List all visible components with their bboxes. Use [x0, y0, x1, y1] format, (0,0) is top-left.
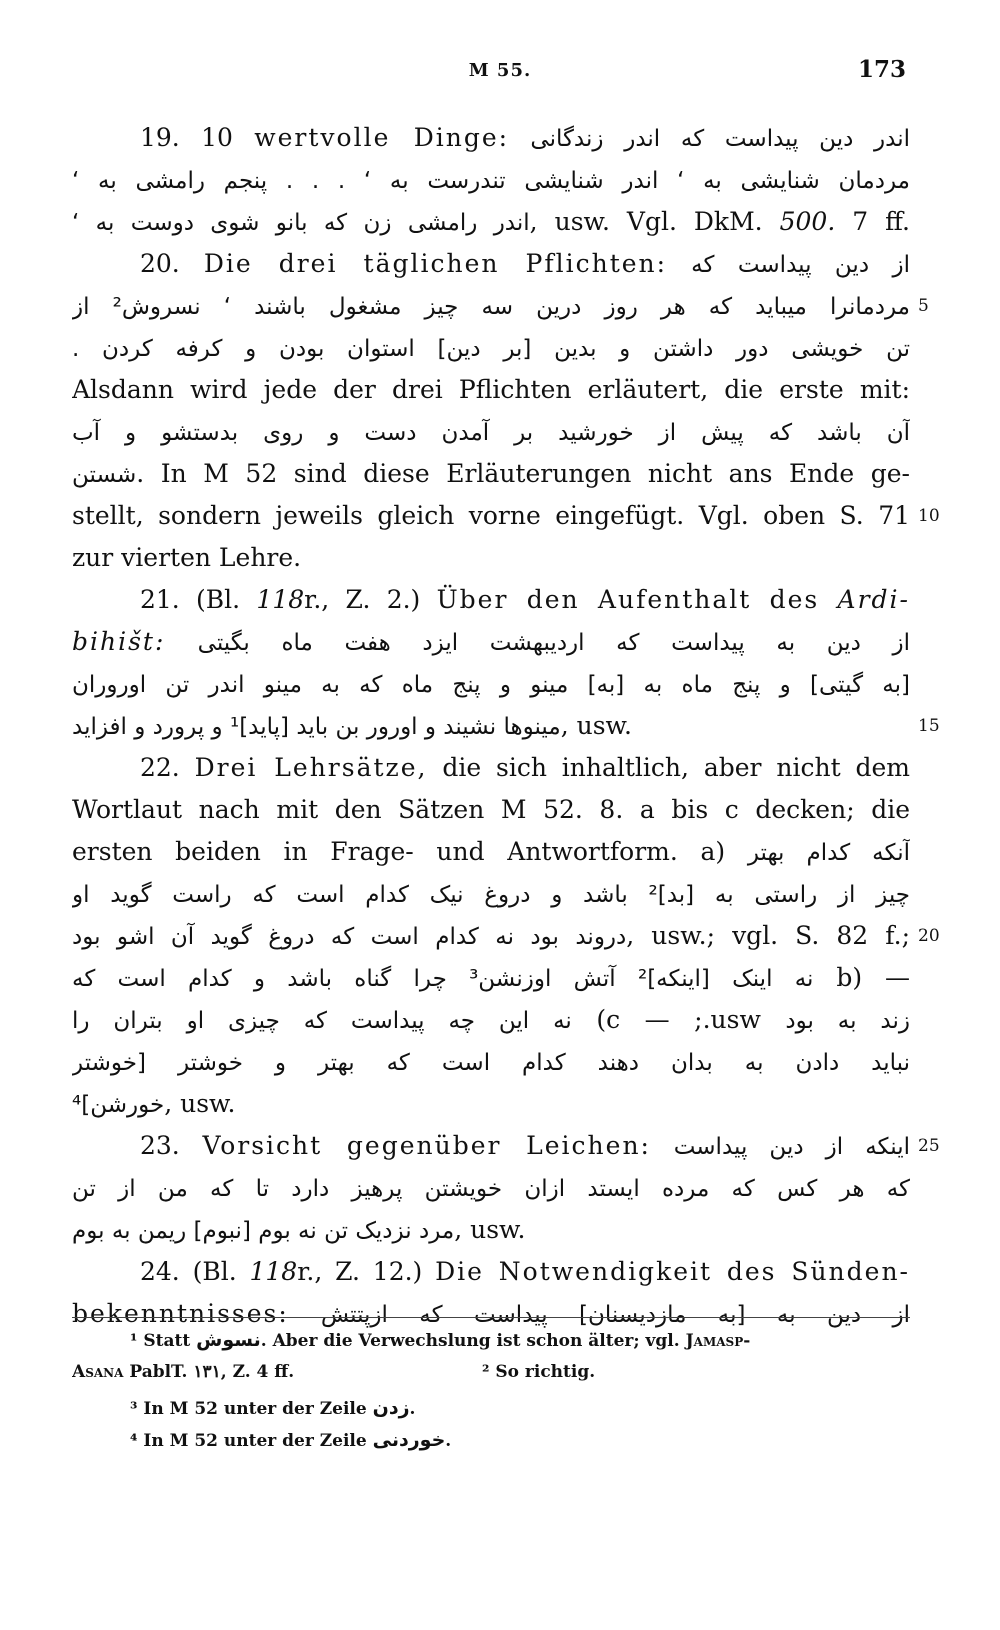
text-segment: 24. (Bl.: [140, 1257, 250, 1286]
text-line: [72, 412, 910, 452]
text-segment: [509, 123, 530, 152]
text-segment: 22.: [140, 753, 195, 782]
text-line: [140, 1252, 910, 1292]
persian-text: تن خویشی دور داشتن و بدین [بر دین] استوان بودن و کرفه کردن .: [72, 336, 910, 362]
text-segment: , usw.: [560, 711, 632, 740]
text-line: [72, 1168, 910, 1208]
text-segment: bekenntnisses:: [72, 1299, 289, 1328]
persian-text: آن باشد که پیش از خورشید بر آمدن دست و روی بدستشو و آب: [72, 420, 910, 446]
page-number: 173: [857, 56, 906, 83]
persian-text: که هر کس که مرده ایستد ازان خویشتن پرهیز دارد تا که من از تن: [72, 1176, 910, 1202]
text-segment: bihišt:: [72, 627, 166, 656]
text-line: [140, 244, 910, 284]
text-line: [72, 1210, 910, 1250]
persian-text: مردمانرا میباید که هر روز درین سه چیز مشغول باشند ‘ نسروش² از: [72, 294, 910, 320]
persian-text: زدن: [372, 1397, 410, 1419]
text-line: [72, 1042, 910, 1082]
text-segment: 7 ff.: [835, 207, 910, 236]
text-segment: 118: [256, 585, 305, 614]
text-line: [72, 328, 910, 368]
text-segment: Vorsicht gegenüber Leichen:: [202, 1131, 651, 1160]
text-segment: Ardi-: [837, 585, 910, 614]
persian-text: چیز از راستی به [بد]² باشد و دروغ نیک کدام است که راست گوید او: [72, 882, 910, 908]
text-segment: , usw.: [164, 1089, 236, 1118]
line-number: 15: [918, 716, 940, 736]
footnote: ² So richtig.: [482, 1362, 596, 1382]
persian-text: [به گیتی] و پنج ماه به [به] مینو و پنج ماه که به مینو اندر تن اوروران: [72, 672, 910, 698]
persian-text: مردمان شنایشی به ‘ اندر شنایشی تندرست به ‘ . . . پنجم رامشی به ‘: [72, 168, 910, 194]
text-segment: Die drei täglichen Pflichten:: [203, 249, 668, 278]
persian-text: از دین به پیداست که اردیبهشت ایزد هفت ماه بگیتی: [197, 630, 910, 656]
persian-text: مرد نزدیک تن نه بوم [نبوم] ریمن به بوم: [72, 1218, 455, 1244]
text-segment: Die Notwendigkeit des Sünden-: [435, 1257, 910, 1286]
text-segment: 21. (Bl.: [140, 585, 257, 614]
text-line: [72, 874, 910, 914]
text-segment: 19. 10: [140, 123, 255, 152]
text-line: [72, 706, 910, 746]
persian-text: اینکه از دین پیداست: [673, 1134, 910, 1160]
persian-text: خوردنی: [372, 1429, 446, 1451]
text-line: [72, 916, 910, 956]
text-segment: 20.: [140, 249, 204, 278]
text-line: [72, 454, 910, 494]
line-number: 25: [918, 1136, 940, 1156]
persian-text: مینوها نشیند و اورور بن باید [پاید]¹ و پرورد و افزاید: [72, 714, 561, 740]
line-number: 5: [918, 296, 929, 316]
text-line: [72, 160, 910, 200]
text-line: [72, 832, 910, 872]
text-line: [72, 1000, 910, 1040]
text-segment: .: [409, 1399, 416, 1419]
persian-text: خورشن]⁴: [72, 1092, 165, 1118]
persian-text: دروند بود نه کدام است که دروغ گوید آن اشو بود: [72, 924, 627, 950]
text-segment: Über den Aufenthalt des: [436, 585, 838, 614]
text-line: [72, 790, 910, 830]
persian-text: زند به بود: [785, 1008, 910, 1034]
text-segment: [165, 627, 197, 656]
text-segment: ¹ Statt: [130, 1331, 197, 1351]
text-segment: [651, 1131, 674, 1160]
footnote-rule: [72, 1317, 910, 1318]
text-segment: Asana: [72, 1362, 124, 1382]
persian-text: نباید دادن به بدان دهند کدام است که بهتر و خوشتر [خوشتر: [72, 1050, 910, 1076]
text-line: [140, 580, 910, 620]
text-segment: r., Z. 2.): [304, 585, 437, 614]
text-segment: .: [445, 1431, 452, 1451]
text-segment: Alsdann wird jede der drei Pflichten erläutert, die erste mit:: [72, 375, 910, 404]
persian-text: آنکه کدام بهتر: [747, 840, 910, 866]
text-segment: stellt, sondern jeweils gleich vorne eingefügt. Vgl. oben S. 71: [72, 501, 910, 530]
footnote: [130, 1392, 910, 1424]
text-segment: 118: [249, 1257, 298, 1286]
footnote: [72, 1356, 852, 1388]
text-line: [72, 538, 910, 578]
text-segment: Jamasp-: [685, 1331, 751, 1351]
text-line: [72, 622, 910, 662]
text-line: [140, 748, 910, 788]
text-segment: Wortlaut nach mit den Sätzen M 52. 8. a bis c decken; die: [72, 795, 910, 824]
text-line: [72, 664, 910, 704]
text-segment: PablT. ١٣١, Z. 4 ff.: [123, 1362, 295, 1382]
footnote: [130, 1324, 910, 1356]
text-line: [72, 202, 910, 242]
persian-text: نه اینک [اینکه]² آتش اوزنشن³ چرا گناه باشد و کدام است که: [72, 966, 814, 992]
text-segment: zur vierten Lehre.: [72, 543, 302, 572]
text-segment: , usw. Vgl. DkM.: [529, 207, 780, 236]
text-segment: r., Z. 12.): [297, 1257, 436, 1286]
text-segment: , usw.; vgl. S. 82 f.;: [626, 921, 910, 950]
persian-text: نه این چه پیداست که چیزی او بتران را: [72, 1008, 572, 1034]
text-line: [140, 118, 910, 158]
persian-text: نسوش: [196, 1329, 261, 1351]
text-segment: 23.: [140, 1131, 203, 1160]
running-header: M 55.: [468, 60, 532, 81]
text-segment: [667, 249, 691, 278]
persian-text: از دین پیداست که: [691, 252, 910, 278]
text-segment: Drei Lehrsätze,: [194, 753, 428, 782]
text-segment: 500.: [779, 207, 836, 236]
persian-text: اندر دین پیداست که اندر زندگانی: [530, 126, 910, 152]
text-segment: ⁴ In M 52 unter der Zeile: [130, 1431, 373, 1451]
line-number: 20: [918, 926, 940, 946]
persian-text: شستن: [72, 462, 137, 488]
text-segment: wertvolle Dinge:: [254, 123, 510, 152]
persian-text: اندر رامشی زن که بانو شوی دوست به ‘: [72, 210, 530, 236]
text-segment: b) —: [813, 963, 910, 992]
text-line: [72, 958, 910, 998]
text-segment: die sich inhaltlich, aber nicht dem: [427, 753, 910, 782]
text-segment: . In M 52 sind diese Erläuterungen nicht ans Ende ge-: [136, 459, 910, 488]
text-line: [140, 1126, 910, 1166]
text-segment: ersten beiden in Frage- und Antwortform. a): [72, 837, 748, 866]
text-segment: , usw.: [454, 1215, 526, 1244]
text-segment: (c — ;.usw: [571, 1005, 786, 1034]
persian-text: از دین به [به مازدیسنان] پیداست که ازپتتش: [320, 1302, 910, 1328]
text-segment: ³ In M 52 unter der Zeile: [130, 1399, 373, 1419]
text-line: [72, 1084, 910, 1124]
text-segment: . Aber die Verwechslung ist schon älter; vgl.: [260, 1331, 686, 1351]
line-number: 10: [918, 506, 940, 526]
text-line: [72, 370, 910, 410]
footnote: [130, 1424, 910, 1456]
text-line: [72, 496, 910, 536]
text-line: [72, 286, 910, 326]
